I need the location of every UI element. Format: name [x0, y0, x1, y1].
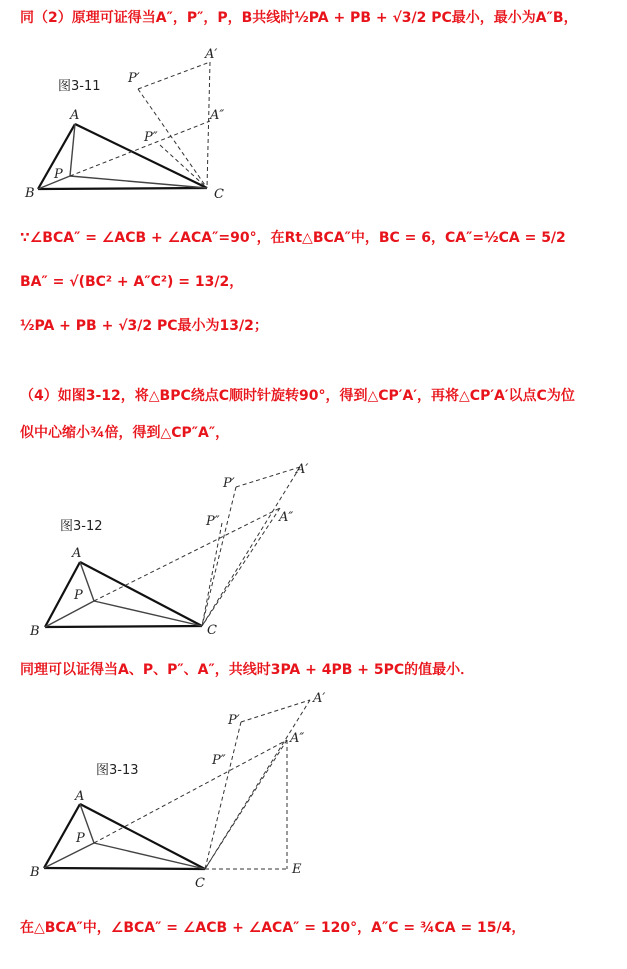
label-Ppp: P″ [206, 514, 220, 529]
label-Ap: A′ [205, 47, 218, 62]
dashed-Pp-Ap [236, 467, 300, 487]
segment-AC [80, 804, 205, 869]
label-P: P [76, 831, 85, 846]
label-P: P [74, 588, 83, 603]
label-Pp: P′ [228, 713, 240, 728]
dashed-Ap-C [207, 62, 210, 188]
label-B: B [30, 865, 40, 880]
label-B: B [25, 186, 35, 201]
label-B: B [30, 624, 40, 639]
label-App: A″ [290, 731, 305, 746]
label-Pp: P′ [128, 71, 140, 86]
label-App: A″ [210, 108, 225, 123]
dashed-Pp-C [205, 722, 241, 869]
label-A: A [72, 546, 82, 561]
segment-AC [80, 562, 202, 626]
text-line-4: ½PA + PB + √3/2 PC最小为13/2； [20, 318, 268, 334]
text-line-2: ∵∠BCA″ = ∠ACB + ∠ACA″=90°，在Rt△BCA″中，BC = 6，CA″=½CA = 5/2 [20, 230, 566, 246]
label-P: P [54, 167, 63, 182]
text-line-3: BA″ = √(BC² + A″C²) = 13/2， [20, 274, 244, 290]
label-Ap: A′ [296, 462, 309, 477]
label-C: C [195, 876, 205, 891]
dashed-P-App [94, 508, 280, 601]
label-Pp: P′ [223, 476, 235, 491]
figure-caption: 图3-12 [60, 519, 103, 534]
dashed-Ppp-C [160, 145, 207, 188]
segment-BC [44, 868, 205, 869]
label-App: A″ [279, 510, 294, 525]
segment-BC [45, 626, 202, 627]
figure-3-11 [0, 38, 320, 208]
dashed-Pp-Ap [241, 700, 310, 722]
text-line-8: 在△BCA″中，∠BCA″ = ∠ACB + ∠ACA″ = 120°，A″C = ¾CA = 15/4， [20, 920, 526, 936]
label-Ap: A′ [313, 691, 326, 706]
dashed-Ap-C [205, 700, 310, 869]
text-line-5: （4）如图3-12，将△BPC绕点C顺时针旋转90°，得到△CP′A′，再将△CP′A′以点C为位 [20, 388, 575, 404]
dashed-Pp-Ap [138, 62, 210, 89]
label-E: E [292, 862, 302, 877]
label-A: A [75, 789, 85, 804]
dashed-Pp-C [202, 487, 236, 626]
segment-PC [94, 601, 202, 626]
dashed-P-App [70, 121, 210, 176]
label-C: C [207, 623, 217, 638]
segment-BC [38, 188, 207, 189]
figure-3-13 [0, 680, 360, 895]
figure-3-12 [0, 455, 340, 640]
segment-PC [94, 843, 205, 869]
label-Ppp: P″ [144, 130, 158, 145]
figure-caption: 图3-13 [96, 763, 139, 778]
label-Ppp: P″ [212, 753, 226, 768]
text-line-6: 似中心缩小¾倍，得到△CP″A″， [20, 425, 230, 441]
text-line-7: 同理可以证得当A、P、P″、A″，共线时3PA + 4PB + 5PC的值最小． [20, 662, 475, 678]
figure-caption: 图3-11 [58, 79, 101, 94]
label-A: A [70, 108, 80, 123]
dashed-Ap-C [202, 467, 300, 626]
label-C: C [214, 187, 224, 202]
text-line-1: 同（2）原理可证得当A″，P″，P，B共线时½PA + PB + √3/2 PC最小，最小为A″B， [20, 10, 578, 26]
